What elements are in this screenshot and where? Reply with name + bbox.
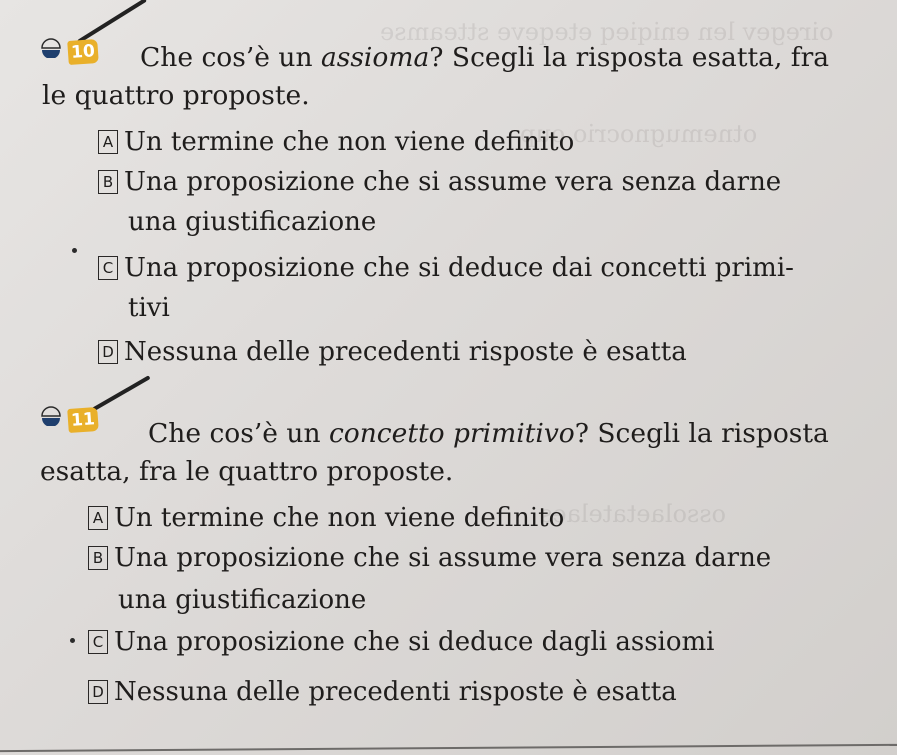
bleed-through-text: ossolaetatelaes [540, 500, 727, 528]
option-text: Una proposizione che si deduce dai concetti primi- [124, 253, 794, 283]
option-b[interactable] [98, 166, 781, 198]
question-text: Che cos’è un assioma? Scegli la risposta esatta, fra [140, 42, 830, 73]
option-a[interactable] [98, 126, 574, 158]
bleed-through-text: otnemugnocrio oup [520, 120, 758, 148]
question-term: assioma [320, 42, 430, 73]
question-term: concetto primitivo [328, 418, 575, 449]
option-letter-box: D [88, 680, 108, 704]
option-text: Nessuna delle precedenti risposte è esatta [124, 337, 687, 367]
difficulty-level-icon [40, 36, 62, 58]
pencil-dot-mark [72, 248, 77, 253]
page-edge-line [0, 744, 897, 752]
option-text: Una proposizione che si assume vera senza darne [124, 167, 782, 197]
option-c[interactable] [98, 252, 794, 284]
exercise-number-badge: 11 [67, 407, 99, 433]
question-text: Che cos’è un concetto primitivo? Scegli la risposta [148, 418, 829, 449]
option-letter-box: C [98, 256, 118, 280]
option-a[interactable] [88, 502, 564, 534]
option-letter-box: B [98, 170, 118, 194]
option-text-continued: una giustificazione [128, 207, 377, 237]
question-text-line2: esatta, fra le quattro proposte. [40, 456, 454, 487]
option-letter-box: A [98, 130, 118, 154]
option-letter-box: A [88, 506, 108, 530]
option-text-continued: una giustificazione [118, 585, 367, 615]
option-letter-box: D [98, 340, 118, 364]
option-d[interactable] [98, 336, 687, 368]
option-text: Una proposizione che si deduce dagli assiomi [114, 627, 715, 657]
bleed-through-text: oiregev len eniqieq eteqeve stteamse [380, 18, 834, 46]
exercise-number-badge: 10 [67, 39, 99, 65]
question-text-line2: le quattro proposte. [42, 80, 310, 111]
pen-mark [77, 0, 147, 44]
option-d[interactable] [88, 676, 677, 708]
option-c[interactable] [88, 626, 715, 658]
option-text: Un termine che non viene definito [114, 503, 565, 533]
difficulty-level-icon [40, 404, 62, 426]
option-text-continued: tivi [128, 293, 170, 323]
option-letter-box: C [88, 630, 108, 654]
option-text: Nessuna delle precedenti risposte è esatta [114, 677, 677, 707]
option-letter-box: B [88, 546, 108, 570]
option-text: Una proposizione che si assume vera senza darne [114, 543, 772, 573]
option-b[interactable] [88, 542, 771, 574]
option-text: Un termine che non viene definito [124, 127, 575, 157]
pencil-dot-mark [70, 638, 75, 643]
